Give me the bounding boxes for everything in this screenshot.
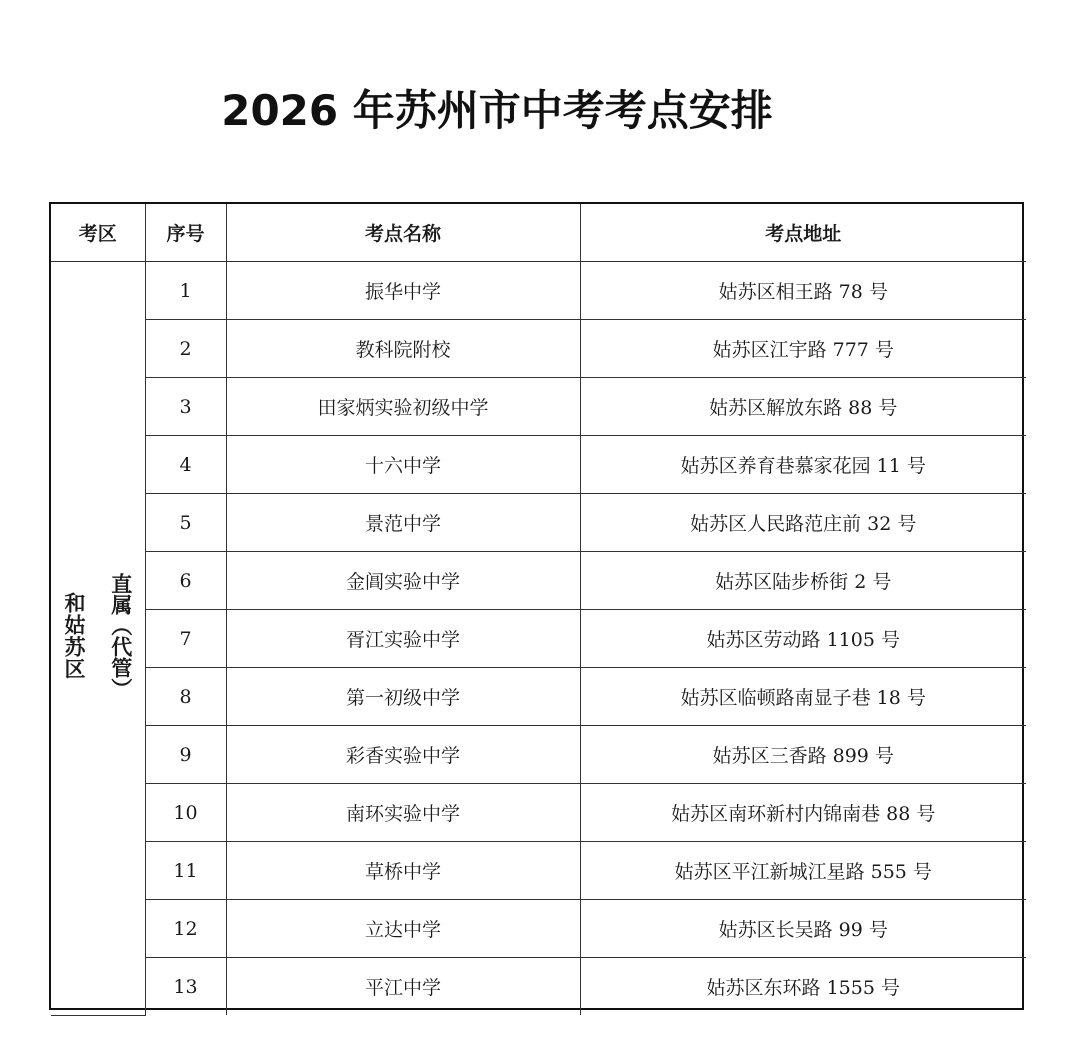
row-name: 振华中学 xyxy=(226,262,580,320)
row-index: 9 xyxy=(145,726,226,784)
table-row xyxy=(51,262,1026,320)
header-index: 序号 xyxy=(145,204,226,262)
exam-site-table-frame xyxy=(49,202,1024,1010)
row-index: 1 xyxy=(145,262,226,320)
table-row xyxy=(51,842,1026,900)
row-name: 十六中学 xyxy=(226,436,580,494)
district-cell xyxy=(51,262,97,1016)
row-address: 姑苏区相王路 78 号 xyxy=(580,262,1026,320)
row-address: 姑苏区临顿路南显子巷 18 号 xyxy=(580,668,1026,726)
row-name: 平江中学 xyxy=(226,958,580,1016)
row-address: 姑苏区人民路范庄前 32 号 xyxy=(580,494,1026,552)
document-title: 2026 年苏州市中考考点安排 xyxy=(221,86,773,135)
row-index: 13 xyxy=(145,958,226,1016)
sub-district-label: 直属（代管） xyxy=(108,572,133,699)
table-row xyxy=(51,958,1026,1016)
table-body xyxy=(51,262,1026,1016)
row-address: 姑苏区陆步桥街 2 号 xyxy=(580,552,1026,610)
row-index: 7 xyxy=(145,610,226,668)
header-name: 考点名称 xyxy=(226,204,580,262)
row-index: 10 xyxy=(145,784,226,842)
table-row xyxy=(51,494,1026,552)
row-name: 立达中学 xyxy=(226,900,580,958)
table-row xyxy=(51,320,1026,378)
table-row xyxy=(51,552,1026,610)
row-address: 姑苏区南环新村内锦南巷 88 号 xyxy=(580,784,1026,842)
row-index: 3 xyxy=(145,378,226,436)
table-row xyxy=(51,378,1026,436)
table-row xyxy=(51,436,1026,494)
row-name: 景范中学 xyxy=(226,494,580,552)
table-row xyxy=(51,668,1026,726)
row-address: 姑苏区三香路 899 号 xyxy=(580,726,1026,784)
row-address: 姑苏区解放东路 88 号 xyxy=(580,378,1026,436)
header-address: 考点地址 xyxy=(580,204,1026,262)
row-name: 南环实验中学 xyxy=(226,784,580,842)
row-name: 草桥中学 xyxy=(226,842,580,900)
row-name: 彩香实验中学 xyxy=(226,726,580,784)
row-name: 第一初级中学 xyxy=(226,668,580,726)
table-row xyxy=(51,610,1026,668)
row-name: 胥江实验中学 xyxy=(226,610,580,668)
row-address: 姑苏区平江新城江星路 555 号 xyxy=(580,842,1026,900)
row-index: 4 xyxy=(145,436,226,494)
table-header-row xyxy=(51,204,1026,262)
district-label: 和姑苏区 xyxy=(62,591,86,680)
row-address: 姑苏区江宇路 777 号 xyxy=(580,320,1026,378)
row-address: 姑苏区劳动路 1105 号 xyxy=(580,610,1026,668)
row-name: 教科院附校 xyxy=(226,320,580,378)
row-name: 田家炳实验初级中学 xyxy=(226,378,580,436)
row-index: 12 xyxy=(145,900,226,958)
exam-site-table xyxy=(51,204,1026,1016)
table-row xyxy=(51,726,1026,784)
row-address: 姑苏区东环路 1555 号 xyxy=(580,958,1026,1016)
row-address: 姑苏区长吴路 99 号 xyxy=(580,900,1026,958)
sub-district-cell xyxy=(97,262,145,1016)
row-address: 姑苏区养育巷慕家花园 11 号 xyxy=(580,436,1026,494)
row-index: 11 xyxy=(145,842,226,900)
header-district: 考区 xyxy=(51,204,145,262)
row-index: 2 xyxy=(145,320,226,378)
row-index: 6 xyxy=(145,552,226,610)
row-index: 8 xyxy=(145,668,226,726)
row-name: 金阊实验中学 xyxy=(226,552,580,610)
row-index: 5 xyxy=(145,494,226,552)
table-row xyxy=(51,900,1026,958)
table-row xyxy=(51,784,1026,842)
